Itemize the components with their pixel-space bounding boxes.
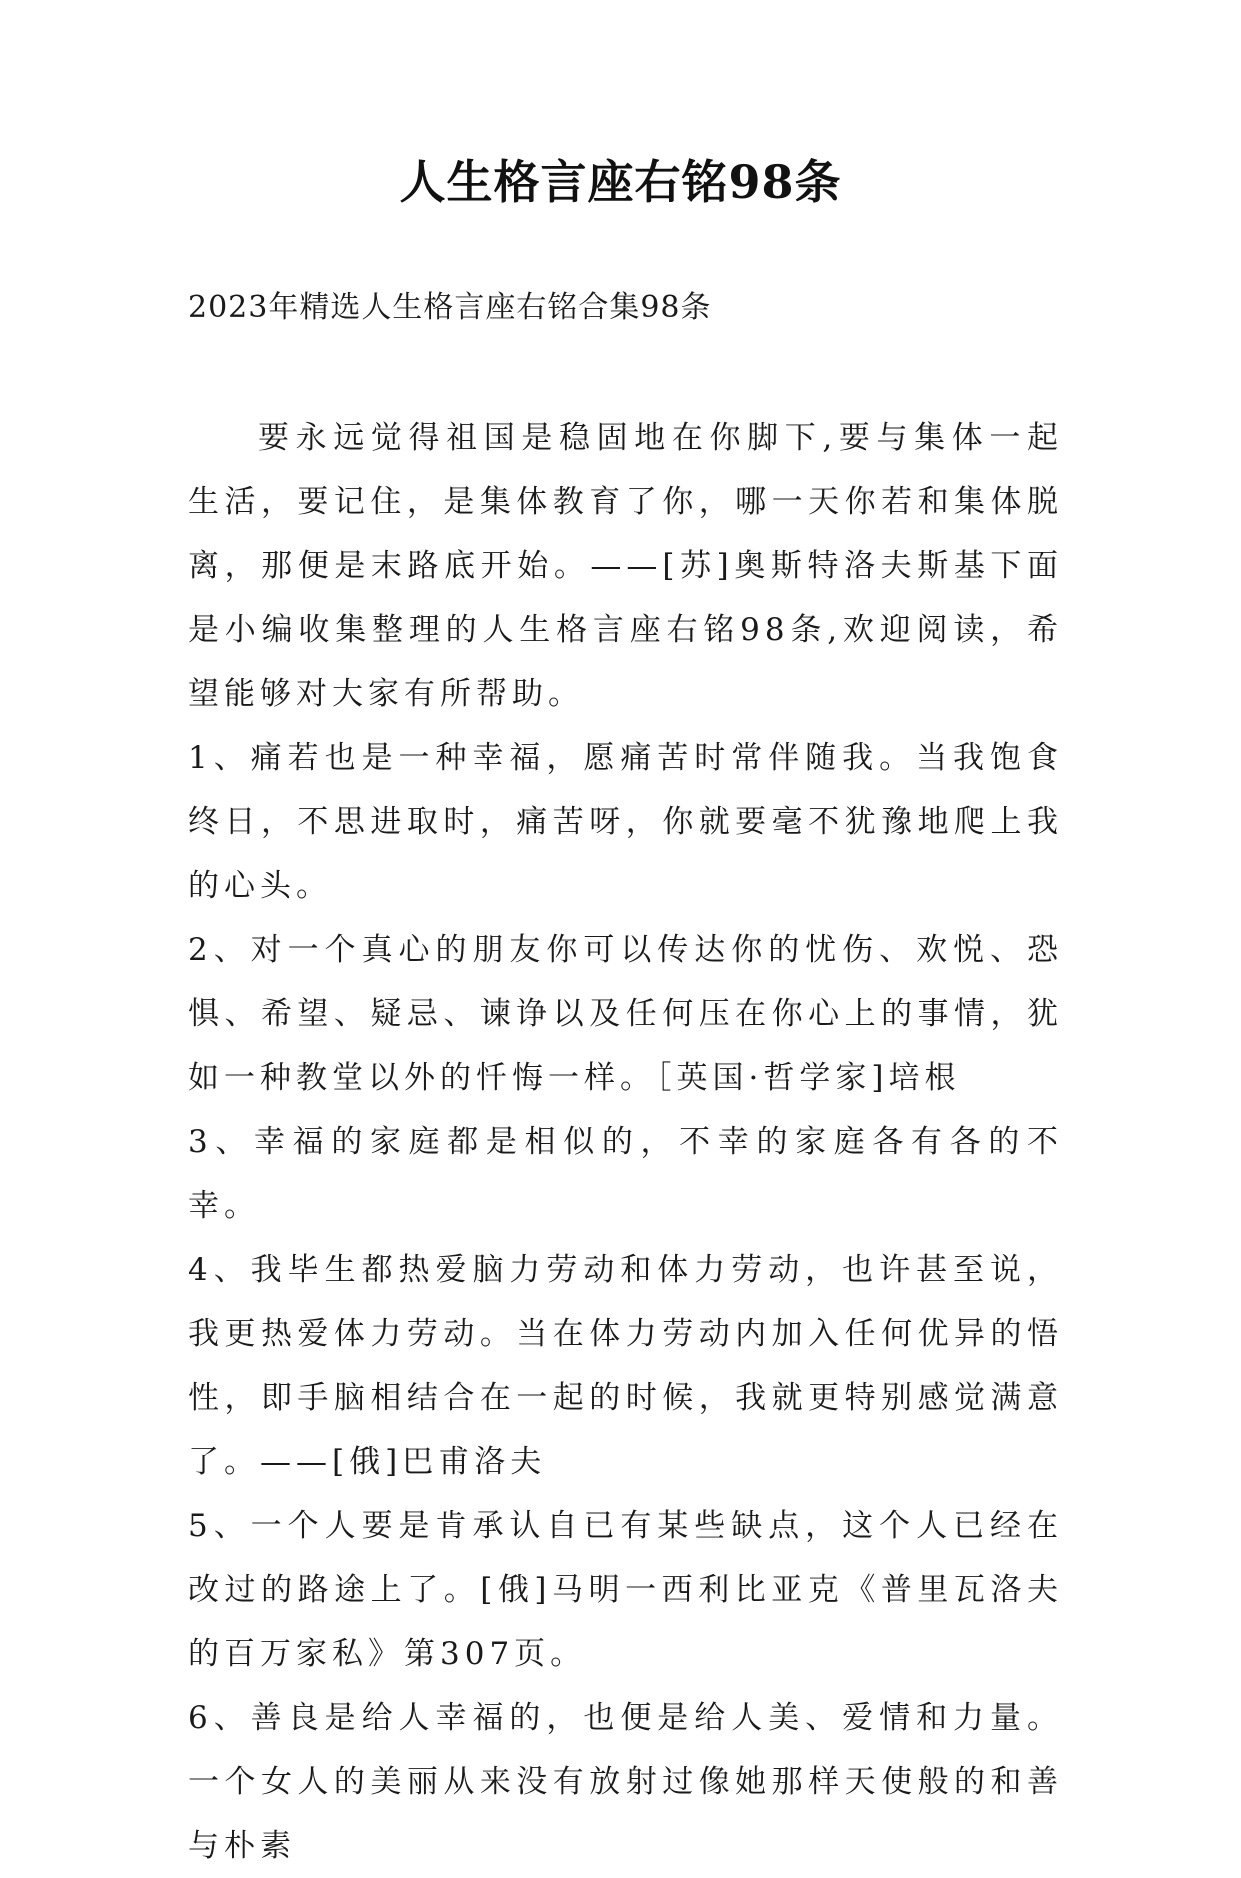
quote-item-5: 5、一个人要是肯承认自已有某些缺点，这个人已经在改过的路途上了。[俄]马明一西利比亚克《普里瓦洛夫的百万家私》第307页。	[188, 1508, 1063, 1672]
intro-paragraph: 要永远觉得祖国是稳固地在你脚下,要与集体一起生活，要记住，是集体教育了你，哪一天你若和集体脱离，那便是末路底开始。——[苏]奥斯特洛夫斯基下面是小编收集整理的人生格言座右铭98条,欢迎阅读，希望能够对大家有所帮助。	[188, 420, 1063, 712]
quote-item-3: 3、幸福的家庭都是相似的，不幸的家庭各有各的不幸。	[188, 1124, 1063, 1224]
quote-item-4: 4、我毕生都热爱脑力劳动和体力劳动，也许甚至说，我更热爱体力劳动。当在体力劳动内加入任何优异的悟性，即手脑相结合在一起的时候，我就更特别感觉满意了。——[俄]巴甫洛夫	[188, 1252, 1063, 1480]
quote-item-2: 2、对一个真心的朋友你可以传达你的忧伤、欢悦、恐惧、希望、疑忌、谏诤以及任何压在你心上的事情，犹如一种教堂以外的忏悔一样。［英国·哲学家]培根	[188, 932, 1063, 1096]
document-title: 人生格言座右铭98条	[399, 155, 842, 209]
document-subtitle: 2023年精选人生格言座右铭合集98条	[188, 290, 712, 325]
document-body	[188, 406, 1063, 1878]
quote-item-1: 1、痛若也是一种幸福，愿痛苦时常伴随我。当我饱食终日，不思进取时，痛苦呀，你就要毫不犹豫地爬上我的心头。	[188, 740, 1063, 904]
quote-item-6: 6、善良是给人幸福的，也便是给人美、爱情和力量。一个女人的美丽从来没有放射过像她那样天使般的和善与朴素	[188, 1700, 1063, 1864]
